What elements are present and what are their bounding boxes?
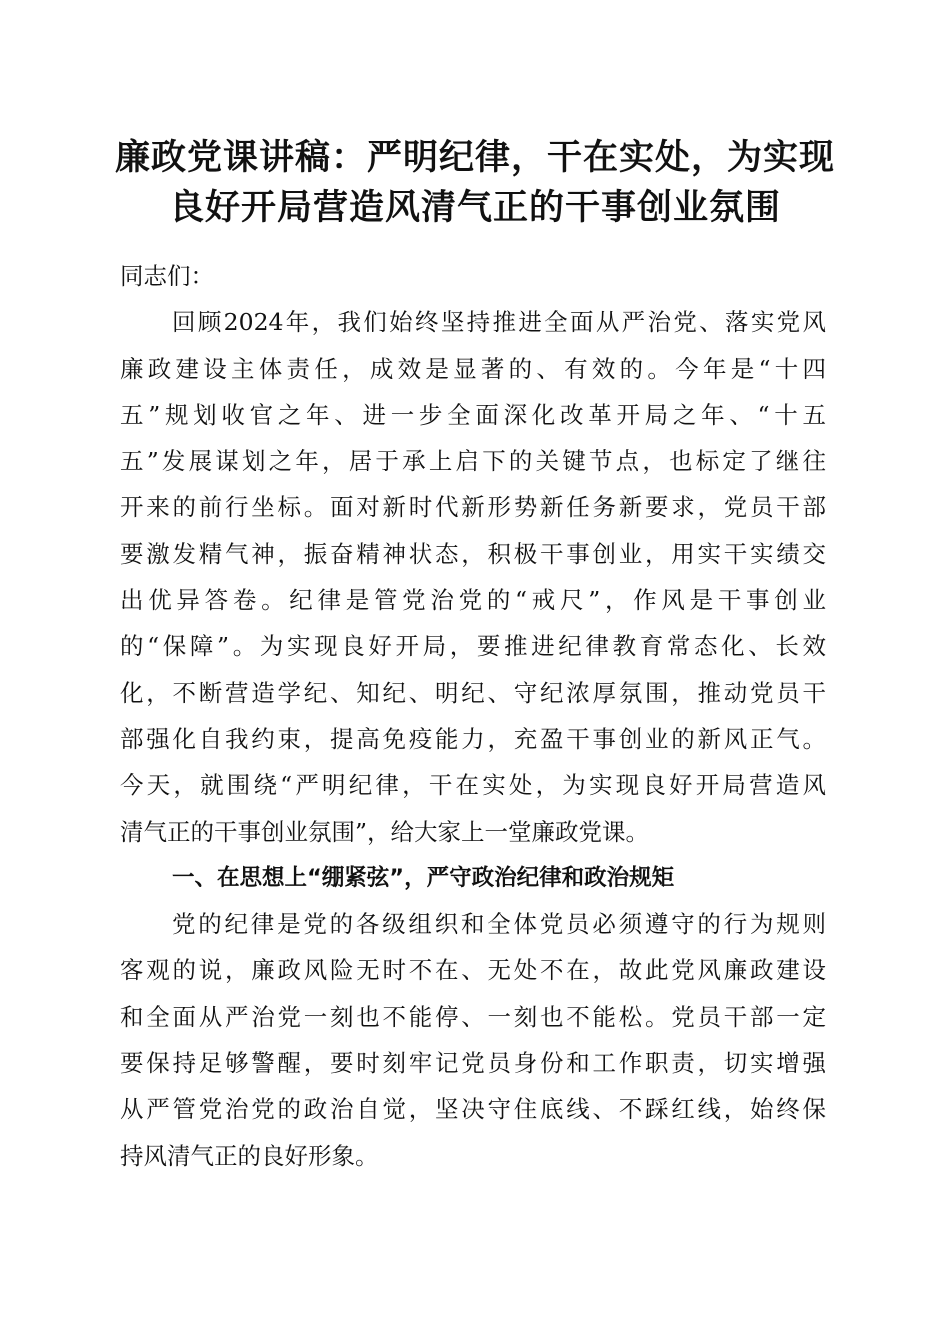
paragraph-line: 廉政建设主体责任，成效是显著的、有效的。今年是“十四	[120, 354, 826, 383]
paragraph-line: 回顾2024年，我们始终坚持推进全面从严治党、落实党风	[172, 308, 826, 337]
paragraph-line: 开来的前行坐标。面对新时代新形势新任务新要求，党员干部	[120, 493, 826, 522]
paragraph-line: 五”规划收官之年、进一步全面深化改革开局之年、“十五	[120, 400, 826, 429]
paragraph-section-1	[120, 901, 826, 1179]
salutation: 同志们：	[120, 262, 214, 290]
paragraph-line: 要激发精气神，振奋精神状态，积极干事创业，用实干实绩交	[120, 539, 826, 568]
paragraph-line: 今天，就围绕“严明纪律，干在实处，为实现良好开局营造风	[120, 771, 826, 800]
paragraph-line: 要保持足够警醒，要时刻牢记党员身份和工作职责，切实增强	[120, 1049, 826, 1078]
paragraph-line: 和全面从严治党一刻也不能停、一刻也不能松。党员干部一定	[120, 1002, 826, 1031]
title-line: 良好开局营造风清气正的干事创业氛围	[168, 187, 781, 228]
title-line: 廉政党课讲稿：严明纪律，干在实处，为实现	[114, 137, 835, 178]
paragraph-line: 客观的说，廉政风险无时不在、无处不在，故此党风廉政建设	[120, 956, 826, 985]
paragraph-intro	[120, 299, 826, 855]
paragraph-line: 五”发展谋划之年，居于承上启下的关键节点，也标定了继往	[120, 447, 826, 476]
paragraph-line: 持风清气正的良好形象。	[120, 1141, 379, 1170]
document-body	[120, 253, 826, 1179]
paragraph-line: 清气正的干事创业氛围”，给大家上一堂廉政党课。	[120, 817, 650, 846]
paragraph-line: 部强化自我约束，提高免疫能力，充盈干事创业的新风正气。	[120, 724, 826, 753]
section-heading: 一、在思想上“绷紧弦”，严守政治纪律和政治规矩	[172, 864, 675, 891]
paragraph-line: 出优异答卷。纪律是管党治党的“戒尺”，作风是干事创业	[120, 586, 826, 615]
document-title	[100, 133, 850, 233]
paragraph-line: 的“保障”。为实现良好开局，要推进纪律教育常态化、长效	[120, 632, 826, 661]
paragraph-line: 从严管党治党的政治自觉，坚决守住底线、不踩红线，始终保	[120, 1095, 826, 1124]
paragraph-line: 党的纪律是党的各级组织和全体党员必须遵守的行为规则	[172, 910, 826, 939]
paragraph-line: 化，不断营造学纪、知纪、明纪、守纪浓厚氛围，推动党员干	[120, 678, 826, 707]
